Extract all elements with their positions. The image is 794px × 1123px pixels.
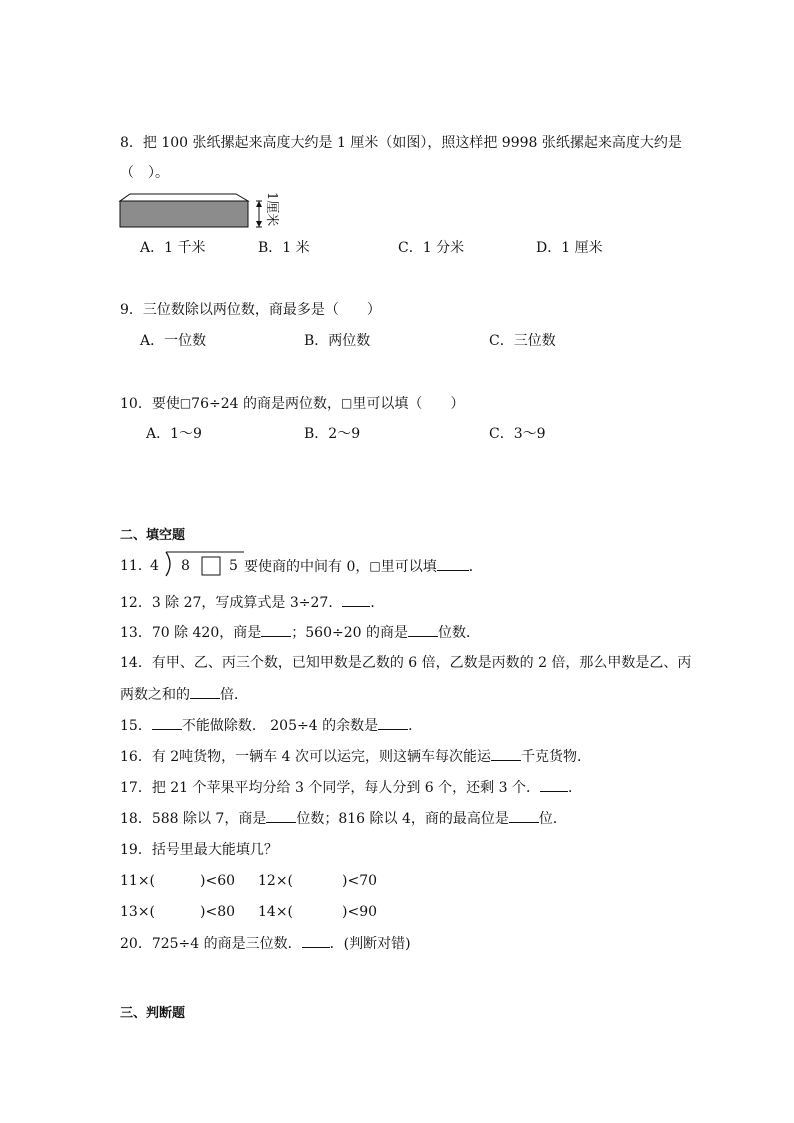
q11-text: 要使商的中间有 0，□里可以填 ． bbox=[244, 556, 483, 577]
q10-option-a[interactable]: A．1～9 bbox=[146, 426, 202, 442]
q20-line: 20．725÷4 的商是三位数． ．(判断对错) bbox=[120, 933, 411, 954]
q8-option-d[interactable]: D．1 厘米 bbox=[536, 240, 603, 256]
q9-option-b[interactable]: B．两位数 bbox=[304, 333, 371, 349]
q9-option-a[interactable]: A．一位数 bbox=[140, 333, 207, 349]
section-fill-in-title: 二、填空题 bbox=[120, 528, 186, 543]
q11-number: 11． bbox=[120, 558, 152, 574]
q19-row1-left-close: )<60 bbox=[200, 873, 236, 889]
blank-square-icon: □ bbox=[179, 396, 192, 410]
answer-blank[interactable] bbox=[261, 622, 291, 637]
q8-option-c[interactable]: C．1 分米 bbox=[398, 240, 465, 256]
q10-option-c[interactable]: C．3～9 bbox=[489, 426, 546, 442]
q19-row2-right-open: 14×( bbox=[258, 904, 294, 920]
blank-square-icon: □ bbox=[369, 559, 381, 573]
answer-blank[interactable] bbox=[378, 715, 408, 730]
q14-line1: 14．有甲、乙、丙三个数，已知甲数是乙数的 6 倍，乙数是丙数的 2 倍，那么甲数是乙、丙 bbox=[120, 655, 692, 671]
q19-row1-right-open: 12×( bbox=[258, 873, 294, 889]
answer-blank[interactable] bbox=[540, 777, 568, 792]
q19-row2-right-close: )<90 bbox=[342, 904, 378, 920]
q8-stem-line1: 8．把 100 张纸摞起来高度大约是 1 厘米（如图），照这样把 9998 张纸摞起来高度大约是 bbox=[120, 135, 682, 151]
dividend-last-digit: 5 bbox=[229, 558, 238, 574]
q9-stem: 9．三位数除以两位数，商最多是（ ） bbox=[120, 302, 381, 318]
answer-blank[interactable] bbox=[190, 684, 220, 699]
q9-option-c[interactable]: C．三位数 bbox=[489, 333, 556, 349]
q19-row1-right-close: )<70 bbox=[342, 873, 378, 889]
blank-square-icon: □ bbox=[340, 396, 353, 410]
answer-blank[interactable] bbox=[266, 808, 296, 823]
section-judgement-title: 三、判断题 bbox=[120, 1006, 186, 1021]
answer-blank[interactable] bbox=[302, 933, 330, 948]
q13-line: 13．70 除 420，商是 ；560÷20 的商是 位数． bbox=[120, 622, 480, 643]
q19-stem: 19．括号里最大能填几？ bbox=[120, 842, 278, 858]
q10-stem: 10．要使□76÷24 的商是两位数，□里可以填（ ） bbox=[120, 396, 465, 412]
q8-stem-line2: （ ）。 bbox=[120, 165, 169, 181]
answer-blank[interactable] bbox=[152, 715, 182, 730]
q16-line: 16．有 2吨货物，一辆车 4 次可以运完，则这辆车每次能运 千克货物． bbox=[120, 746, 591, 767]
answer-blank[interactable] bbox=[509, 808, 539, 823]
figure-height-label: 1厘米 bbox=[264, 192, 279, 227]
q12-line: 12．3 除 27，写成算式是 3÷27． ． bbox=[120, 592, 384, 613]
q8-option-a[interactable]: A．1 千米 bbox=[140, 240, 206, 256]
long-division-figure bbox=[146, 548, 246, 584]
dividend-first-digit: 8 bbox=[181, 558, 190, 574]
answer-blank[interactable] bbox=[437, 556, 469, 571]
q15-line: 15． 不能做除数． 205÷4 的余数是 ． bbox=[120, 715, 422, 736]
q18-line: 18．588 除以 7，商是 位数；816 除以 4，商的最高位是 位． bbox=[120, 808, 567, 829]
q19-row2-left-open: 13×( bbox=[120, 904, 156, 920]
answer-blank[interactable] bbox=[408, 622, 438, 637]
q14-line2: 两数之和的 倍． bbox=[120, 684, 248, 705]
q10-option-b[interactable]: B．2～9 bbox=[304, 426, 361, 442]
q8-option-b[interactable]: B．1 米 bbox=[258, 240, 310, 256]
paper-stack-figure bbox=[118, 188, 298, 236]
answer-blank[interactable] bbox=[342, 592, 370, 607]
q19-row1-left-open: 11×( bbox=[120, 873, 156, 889]
q17-line: 17．把 21 个苹果平均分给 3 个同学，每人分到 6 个，还剩 3 个． ． bbox=[120, 777, 582, 798]
answer-blank[interactable] bbox=[491, 746, 521, 761]
divisor-digit: 4 bbox=[150, 558, 159, 574]
q19-row2-left-close: )<80 bbox=[200, 904, 236, 920]
